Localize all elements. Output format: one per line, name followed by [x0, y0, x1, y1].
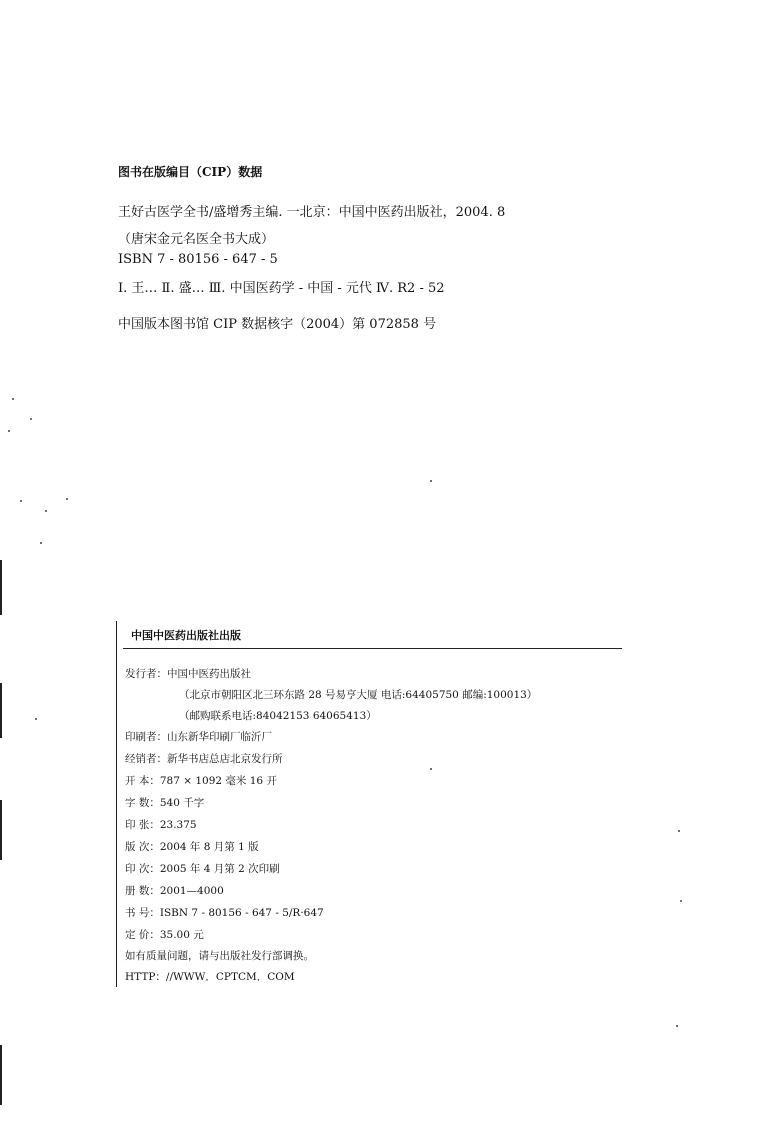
header-rule: [123, 648, 622, 649]
price-line: 定 价：35.00 元: [125, 929, 204, 941]
printer-line: 印刷者：山东新华印刷厂临沂厂: [125, 731, 272, 743]
distributor-line: 发行者：中国中医药出版社: [125, 668, 251, 680]
scan-speck: [66, 498, 68, 500]
address-line: （北京市朝阳区北三环东路 28 号易亨大厦 电话:64405750 邮编:100013）: [179, 689, 538, 701]
seller-line: 经销者：新华书店总店北京发行所: [125, 753, 283, 765]
word-count-line: 字 数：540 千字: [125, 797, 205, 809]
scan-speck: [40, 542, 42, 544]
scan-edge-mark: [0, 1045, 2, 1105]
mail-order-phone-line: （邮购联系电话:84042153 64065413）: [179, 710, 377, 722]
scan-edge-mark: [0, 683, 2, 738]
colophon-box: [116, 621, 622, 987]
sheets-line: 印 张：23.375: [125, 819, 197, 831]
cip-line-library-number: 中国版本图书馆 CIP 数据核字（2004）第 072858 号: [118, 317, 437, 332]
scan-speck: [678, 830, 680, 832]
scan-edge-mark: [0, 560, 2, 615]
scan-speck: [430, 480, 432, 482]
scan-speck: [35, 718, 37, 720]
cip-line-isbn: ISBN 7 - 80156 - 647 - 5: [118, 252, 278, 267]
printing-line: 印 次：2005 年 4 月第 2 次印刷: [125, 863, 280, 875]
scan-speck: [30, 418, 32, 420]
quality-notice-line: 如有质量问题，请与出版社发行部调换。: [125, 950, 314, 962]
cip-line-subjects: Ⅰ. 王… Ⅱ. 盛… Ⅲ. 中国医药学 - 中国 - 元代 Ⅳ. R2 - 52: [118, 281, 445, 296]
cip-line-title-author: 王好古医学全书/盛增秀主编. 一北京：中国中医药出版社，2004. 8: [118, 205, 506, 220]
scan-speck: [20, 500, 22, 502]
cip-line-series: （唐宋金元名医全书大成）: [118, 232, 275, 247]
scan-speck: [12, 398, 14, 400]
scan-speck: [8, 430, 10, 432]
scan-speck: [676, 1025, 678, 1027]
book-number-line: 书 号：ISBN 7 - 80156 - 647 - 5/R·647: [125, 907, 324, 919]
publisher-header: 中国中医药出版社出版: [131, 629, 241, 642]
scan-speck: [680, 900, 682, 902]
format-line: 开 本：787 × 1092 毫米 16 开: [125, 775, 277, 787]
scan-edge-mark: [0, 800, 2, 860]
cip-title: 图书在版编目（CIP）数据: [118, 165, 263, 179]
scan-speck: [45, 510, 47, 512]
edition-line: 版 次：2004 年 8 月第 1 版: [125, 841, 259, 853]
print-run-line: 册 数：2001—4000: [125, 885, 224, 897]
website-line: HTTP：//WWW．CPTCM．COM: [125, 971, 295, 983]
